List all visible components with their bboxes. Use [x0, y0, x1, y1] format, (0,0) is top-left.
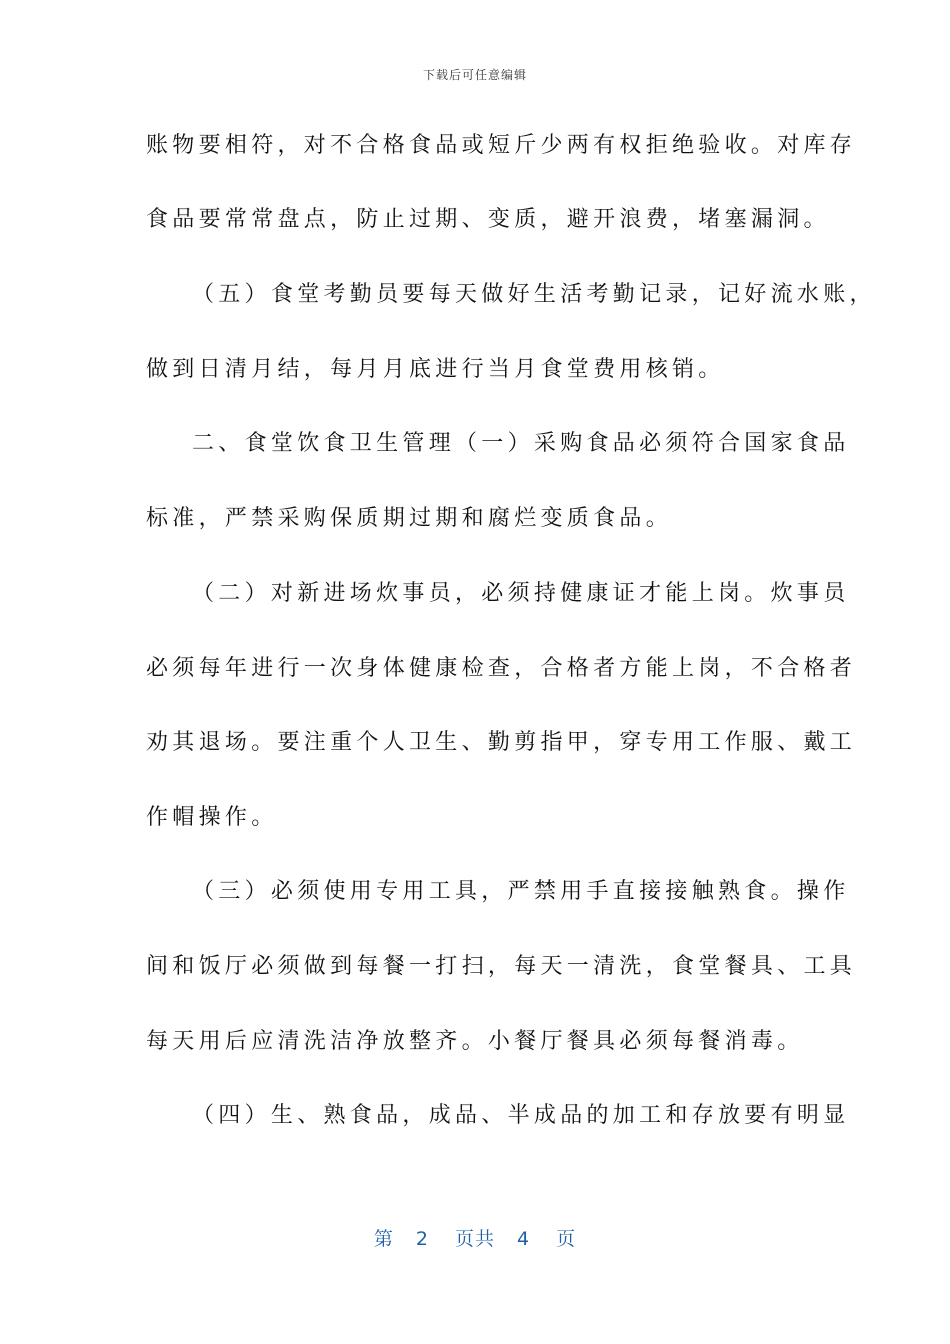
footer-page-middle: 页共: [454, 1228, 495, 1250]
text-line: 每天用后应清洗洁净放整齐。小餐厅餐具必须每餐消毒。: [146, 1029, 804, 1054]
text-line: 作帽操作。: [146, 805, 278, 830]
footer-page-suffix: 页: [556, 1228, 577, 1250]
text-line: 必须每年进行一次身体健康检查，合格者方能上岗，不合格者: [146, 656, 857, 681]
text-line: 账物要相符，对不合格食品或短斤少两有权拒绝验收。对库存: [146, 133, 857, 158]
text-line: （五）食堂考勤员要每天做好生活考勤记录，记好流水账，: [192, 282, 876, 307]
footer-page-current: 2: [415, 1228, 429, 1250]
text-line: 食品要常常盘点，防止过期、变质，避开浪费，堵塞漏洞。: [146, 207, 830, 232]
text-line: 做到日清月结，每月月底进行当月食堂费用核销。: [146, 357, 725, 382]
page-footer: [0, 1224, 950, 1251]
footer-page-prefix: 第: [373, 1228, 394, 1250]
text-line: 二、食堂饮食卫生管理（一）采购食品必须符合国家食品: [192, 431, 850, 456]
text-line: 间和饭厅必须做到每餐一打扫，每天一清洗，食堂餐具、工具: [146, 954, 857, 979]
text-line: 标准，严禁采购保质期过期和腐烂变质食品。: [146, 506, 673, 531]
header-note: 下载后可任意编辑: [422, 68, 527, 82]
footer-page-total: 4: [517, 1228, 531, 1250]
text-line: （四）生、熟食品，成品、半成品的加工和存放要有明显: [192, 1103, 850, 1128]
text-line: 劝其退场。要注重个人卫生、勤剪指甲，穿专用工作服、戴工: [146, 730, 857, 755]
text-line: （三）必须使用专用工具，严禁用手直接接触熟食。操作: [192, 879, 850, 904]
text-line: （二）对新进场炊事员，必须持健康证才能上岗。炊事员: [192, 581, 850, 606]
